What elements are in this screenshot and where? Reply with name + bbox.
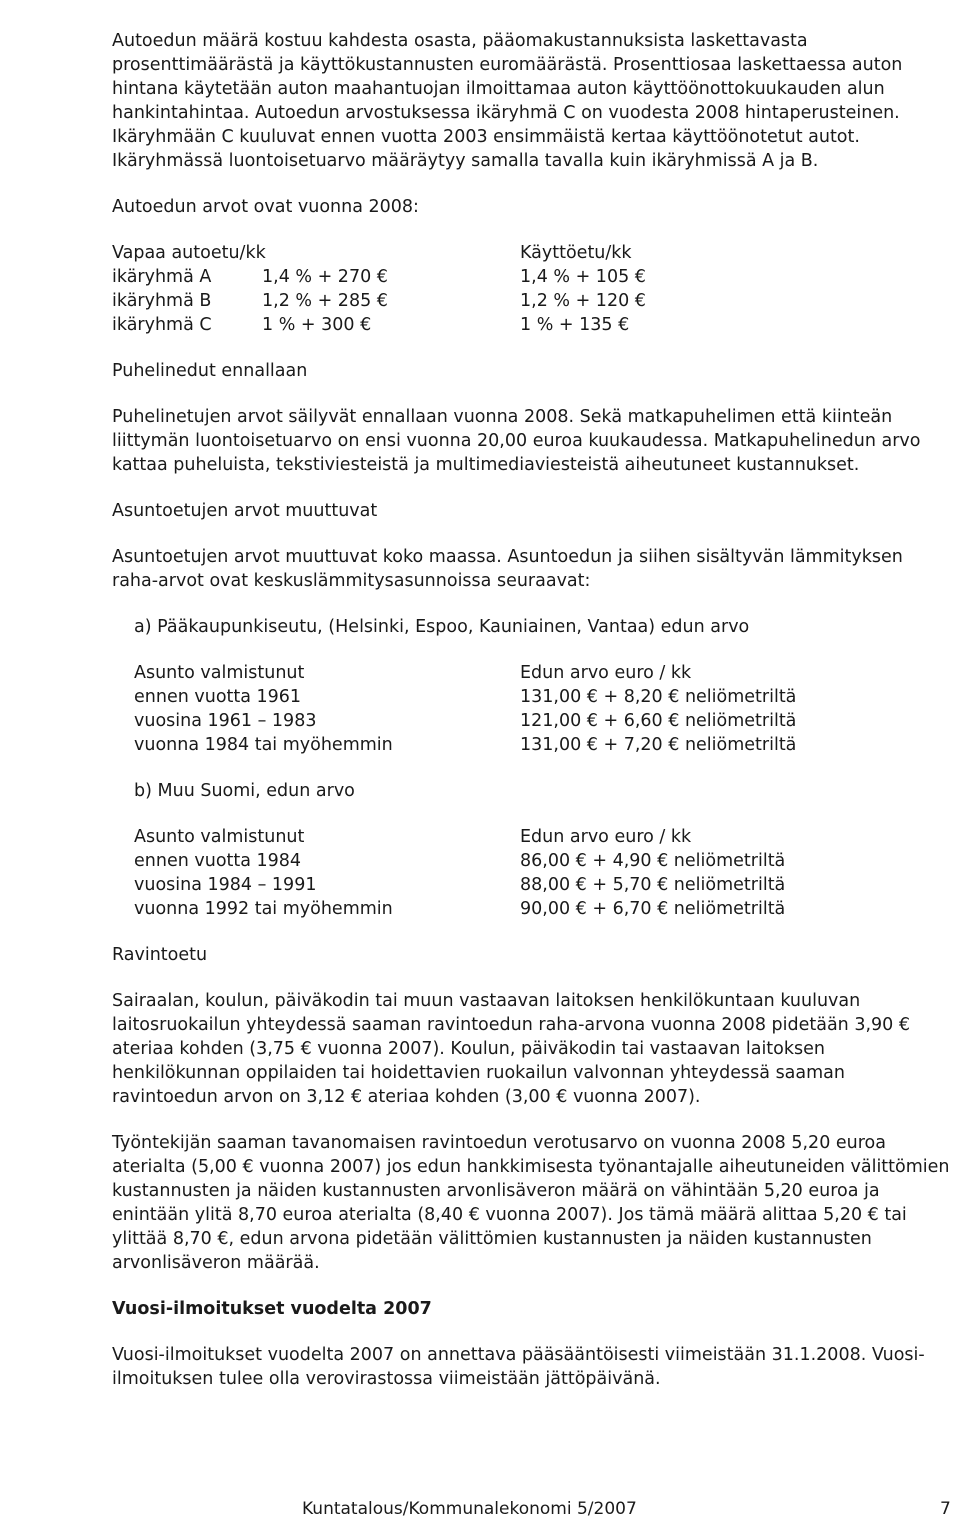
housing-b-col1-header: Asunto valmistunut [134,827,305,847]
car-row-use: 1 % + 135 € [520,315,630,335]
document-page [112,29,952,1413]
car-benefit-table [112,241,952,337]
car-values-title: Autoedun arvot ovat vuonna 2008: [112,197,419,217]
housing-a-built: ennen vuotta 1961 [134,687,302,707]
housing-b-built: vuonna 1992 tai myöhemmin [134,899,393,919]
car-col-use-header: Käyttöetu/kk [520,243,632,263]
housing-a-built: vuonna 1984 tai myöhemmin [134,735,393,755]
housing-b-built: vuosina 1984 – 1991 [134,875,317,895]
housing-a-value: 121,00 € + 6,60 € neliömetriltä [520,711,797,731]
car-row-group: ikäryhmä B [112,291,212,311]
housing-a-table [112,661,952,757]
car-row-free: 1,4 % + 270 € [262,267,388,287]
housing-heading: Asuntoetujen arvot muuttuvat [112,501,378,521]
housing-a-title: a) Pääkaupunkiseutu, (Helsinki, Espoo, Kauniainen, Vantaa) edun arvo [134,617,750,637]
housing-b-built: ennen vuotta 1984 [134,851,302,871]
annual-heading: Vuosi-ilmoitukset vuodelta 2007 [112,1299,432,1319]
food-paragraph-2: Työntekijän saaman tavanomaisen ravintoedun verotusarvo on vuonna 2008 5,20 euroa aterialta (5,00 € vuonna 2007) jos edun hankkimisesta työnantajalle aiheutuneiden välittömien kustannusten ja näiden kustannusten arvonlisäveron määrä on vähintään 5,20 euroa ja enintään ylitä 8,70 euroa aterialta (8,40 € vuonna 2007). Jos tämä määrä alittaa 5,20 € tai ylittää 8,70 €, edun arvona pidetään välittömien kustannusten ja näiden kustannusten arvonlisäveron määrää. [112,1133,950,1273]
housing-a-col1-header: Asunto valmistunut [134,663,305,683]
car-row-use: 1,2 % + 120 € [520,291,646,311]
food-heading: Ravintoetu [112,945,208,965]
annual-text: Vuosi-ilmoitukset vuodelta 2007 on annettava pääsääntöisesti viimeistään 31.1.2008. Vuosi-ilmoituksen tulee olla verovirastossa viimeistään jättöpäivänä. [112,1345,925,1389]
housing-a-value: 131,00 € + 8,20 € neliömetriltä [520,687,797,707]
housing-b-value: 90,00 € + 6,70 € neliömetriltä [520,899,786,919]
car-row-group: ikäryhmä A [112,267,212,287]
food-paragraph-1: Sairaalan, koulun, päiväkodin tai muun vastaavan laitoksen henkilökuntaan kuuluvan laitosruokailun yhteydessä saaman ravintoedun raha-arvona vuonna 2008 pidetään 3,90 € ateriaa kohden (3,75 € vuonna 2007). Koulun, päiväkodin tai vastaavan laitoksen henkilökunnan oppilaiden tai hoidettavien ruokailun valvonnan yhteydessä saaman ravintoedun arvon on 3,12 € ateriaa kohden (3,00 € vuonna 2007). [112,991,910,1107]
car-benefit-intro: Autoedun määrä kostuu kahdesta osasta, pääomakustannuksista laskettavasta prosenttimäärästä ja käyttökustannusten euromäärästä. Prosenttiosaa laskettaessa auton hintana käytetään auton maahantuojan ilmoittamaa auton käyttöönottokuukauden alun hankintahintaa. Autoedun arvostuksessa ikäryhmä C on vuodesta 2008 hintaperusteinen. Ikäryhmään C kuuluvat ennen vuotta 2003 ensimmäistä kertaa käyttöönotetut autot. Ikäryhmässä luontoisetuarvo määräytyy samalla tavalla kuin ikäryhmissä A ja B. [112,31,903,171]
car-row-free: 1 % + 300 € [262,315,372,335]
housing-b-value: 86,00 € + 4,90 € neliömetriltä [520,851,786,871]
car-col-free-header: Vapaa autoetu/kk [112,243,266,263]
car-row-group: ikäryhmä C [112,315,212,335]
car-row-use: 1,4 % + 105 € [520,267,646,287]
phone-heading: Puhelinedut ennallaan [112,361,308,381]
car-row-free: 1,2 % + 285 € [262,291,388,311]
phone-text: Puhelinetujen arvot säilyvät ennallaan vuonna 2008. Sekä matkapuhelimen että kiinteän liittymän luontoisetuarvo on ensi vuonna 20,00 euroa kuukaudessa. Matkapuhelinedun arvo kattaa puheluista, tekstiviesteistä ja multimediaviesteistä aiheutuneet kustannukset. [112,407,921,475]
publication-name: Kuntatalous/Kommunalekonomi 5/2007 [302,1499,637,1519]
housing-b-table [112,825,952,921]
housing-text: Asuntoetujen arvot muuttuvat koko maassa. Asuntoedun ja siihen sisältyvän lämmityksen raha-arvot ovat keskuslämmitysasunnoissa seuraavat: [112,547,903,591]
page-number: 7 [940,1499,951,1519]
housing-b-col2-header: Edun arvo euro / kk [520,827,692,847]
housing-b-title: b) Muu Suomi, edun arvo [134,781,355,801]
housing-a-col2-header: Edun arvo euro / kk [520,663,692,683]
housing-b-value: 88,00 € + 5,70 € neliömetriltä [520,875,786,895]
housing-a-value: 131,00 € + 7,20 € neliömetriltä [520,735,797,755]
housing-a-built: vuosina 1961 – 1983 [134,711,317,731]
